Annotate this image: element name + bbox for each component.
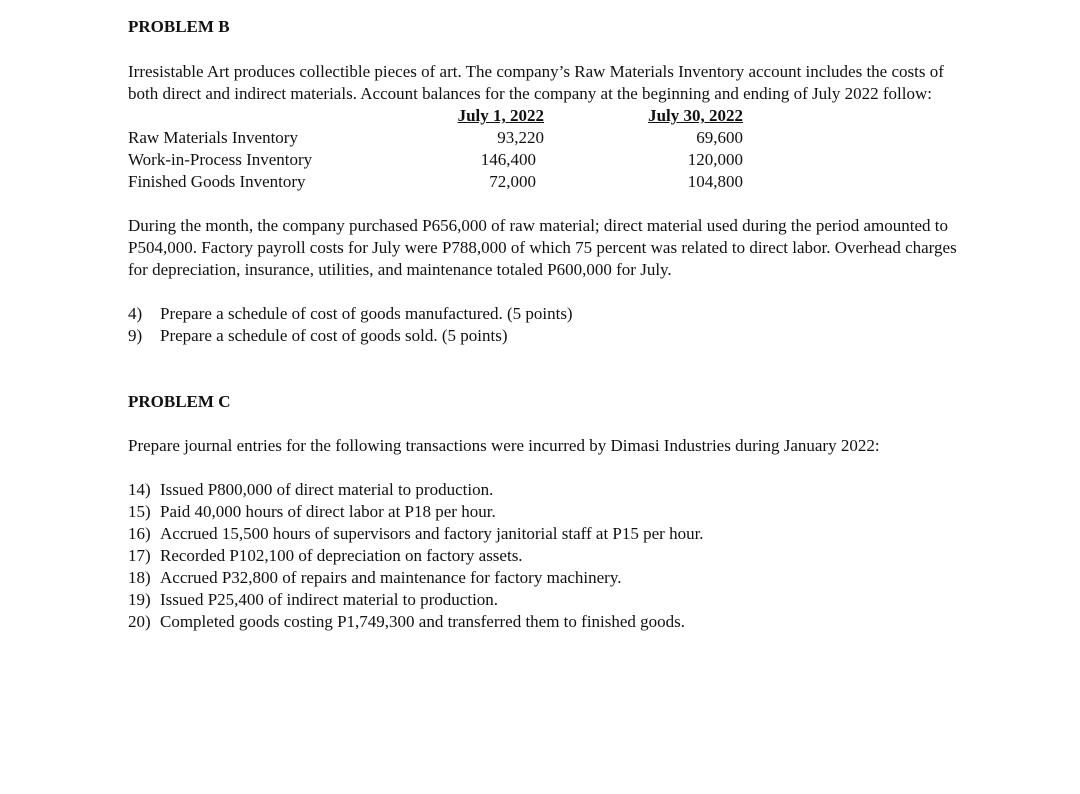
cell-work-in-process-july-1: 146,400	[480, 150, 536, 169]
column-header-july-30: July 30, 2022	[648, 106, 743, 125]
cell-raw-materials-july-1: 93,220	[497, 128, 544, 147]
row-label-finished-goods: Finished Goods Inventory	[128, 172, 306, 191]
entry-number: 15)	[128, 502, 151, 521]
task-text: Prepare a schedule of cost of goods manufactured. (5 points)	[160, 304, 573, 323]
entry-text: Accrued P32,800 of repairs and maintenance for factory machinery.	[160, 568, 622, 587]
list-item	[128, 479, 958, 501]
cell-raw-materials-july-30: 69,600	[696, 128, 743, 147]
list-item	[128, 567, 958, 589]
problem-c-heading: PROBLEM C	[128, 392, 231, 411]
list-item	[128, 523, 958, 545]
task-text: Prepare a schedule of cost of goods sold. (5 points)	[160, 326, 508, 345]
inventory-balances-table	[128, 105, 958, 193]
list-item	[128, 325, 958, 347]
problem-b-heading: PROBLEM B	[128, 17, 230, 36]
row-label-work-in-process: Work-in-Process Inventory	[128, 150, 313, 169]
list-item	[128, 303, 958, 325]
problem-c-intro: Prepare journal entries for the following transactions were incurred by Dimasi Industries during January 2022:	[128, 436, 880, 455]
problem-c-entry-list	[128, 479, 958, 633]
row-label-raw-materials: Raw Materials Inventory	[128, 128, 298, 147]
entry-text: Recorded P102,100 of depreciation on factory assets.	[160, 546, 523, 565]
column-header-july-1: July 1, 2022	[457, 106, 544, 125]
list-item	[128, 545, 958, 567]
entry-number: 16)	[128, 524, 151, 543]
entry-text: Paid 40,000 hours of direct labor at P18 per hour.	[160, 502, 496, 521]
list-item	[128, 611, 958, 633]
list-item	[128, 501, 958, 523]
task-number: 9)	[128, 326, 143, 345]
list-item	[128, 589, 958, 611]
entry-number: 17)	[128, 546, 151, 565]
problem-b-narrative: During the month, the company purchased P656,000 of raw material; direct material used during the period amounted to P504,000. Factory payroll costs for July were P788,000 of which 75 percent was related to direct labor. Overhead charges for depreciation, insurance, utilities, and maintenance totaled P600,000 for July.	[128, 216, 957, 279]
problem-b-intro: Irresistable Art produces collectible pieces of art. The company’s Raw Materials Inventory account includes the costs of both direct and indirect materials. Account balances for the company at the beginning and ending of July 2022 follow:	[128, 62, 944, 103]
entry-text: Issued P800,000 of direct material to production.	[160, 480, 494, 499]
task-number: 4)	[128, 304, 143, 323]
entry-text: Completed goods costing P1,749,300 and transferred them to finished goods.	[160, 612, 686, 631]
cell-work-in-process-july-30: 120,000	[687, 150, 743, 169]
cell-finished-goods-july-1: 72,000	[489, 172, 536, 191]
entry-text: Issued P25,400 of indirect material to production.	[160, 590, 499, 609]
document-page	[128, 16, 958, 633]
entry-number: 18)	[128, 568, 151, 587]
entry-text: Accrued 15,500 hours of supervisors and factory janitorial staff at P15 per hour.	[160, 524, 704, 543]
entry-number: 20)	[128, 612, 151, 631]
entry-number: 14)	[128, 480, 151, 499]
entry-number: 19)	[128, 590, 151, 609]
problem-b-task-list	[128, 303, 958, 347]
cell-finished-goods-july-30: 104,800	[687, 172, 743, 191]
